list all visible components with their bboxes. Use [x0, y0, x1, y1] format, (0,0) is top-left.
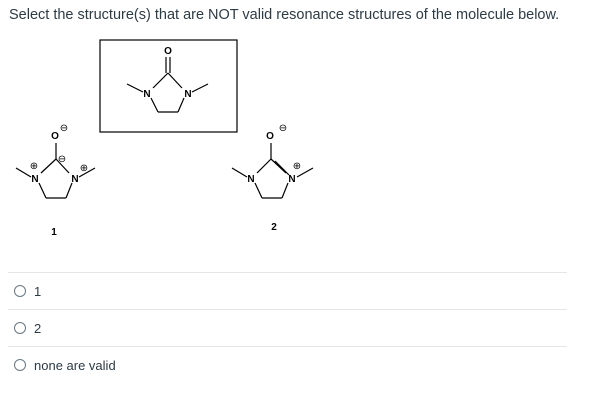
option-none-valid[interactable]	[8, 346, 567, 383]
radio-button[interactable]	[14, 359, 26, 371]
answer-options	[8, 272, 567, 383]
option-label: none are valid	[34, 357, 116, 373]
structure-2-N-right: N	[288, 174, 296, 185]
structure-1-charge-N-left: ⊕	[29, 161, 39, 172]
structure-2-charge-N-right: ⊕	[292, 161, 302, 172]
structure-2-label: 2	[271, 222, 277, 233]
structure-1-N-left: N	[31, 174, 39, 185]
structure-2-N-left: N	[247, 174, 255, 185]
molecule-figure	[0, 30, 595, 245]
option-label: 2	[34, 320, 42, 336]
structure-1-charge-O: ⊖	[59, 123, 69, 134]
structure-2	[232, 123, 313, 233]
option-1[interactable]	[8, 272, 567, 309]
reference-N-right: N	[184, 89, 192, 100]
reference-O: O	[164, 46, 172, 57]
structure-2-charge-O: ⊖	[278, 123, 288, 134]
reference-N-left: N	[143, 89, 151, 100]
structure-2-O: O	[266, 131, 274, 142]
structure-1-N-right: N	[71, 174, 79, 185]
structure-1	[16, 123, 95, 238]
radio-button[interactable]	[14, 285, 26, 297]
radio-button[interactable]	[14, 322, 26, 334]
structure-1-O: O	[51, 131, 59, 142]
reference-structure	[100, 40, 237, 132]
structure-1-charge-C: ⊖	[57, 154, 67, 165]
option-2[interactable]	[8, 309, 567, 346]
structure-1-label: 1	[51, 227, 57, 238]
option-label: 1	[34, 283, 42, 299]
question-text: Select the structure(s) that are NOT valid resonance structures of the molecule below.	[9, 7, 560, 23]
structure-1-charge-N-right: ⊕	[79, 163, 89, 174]
